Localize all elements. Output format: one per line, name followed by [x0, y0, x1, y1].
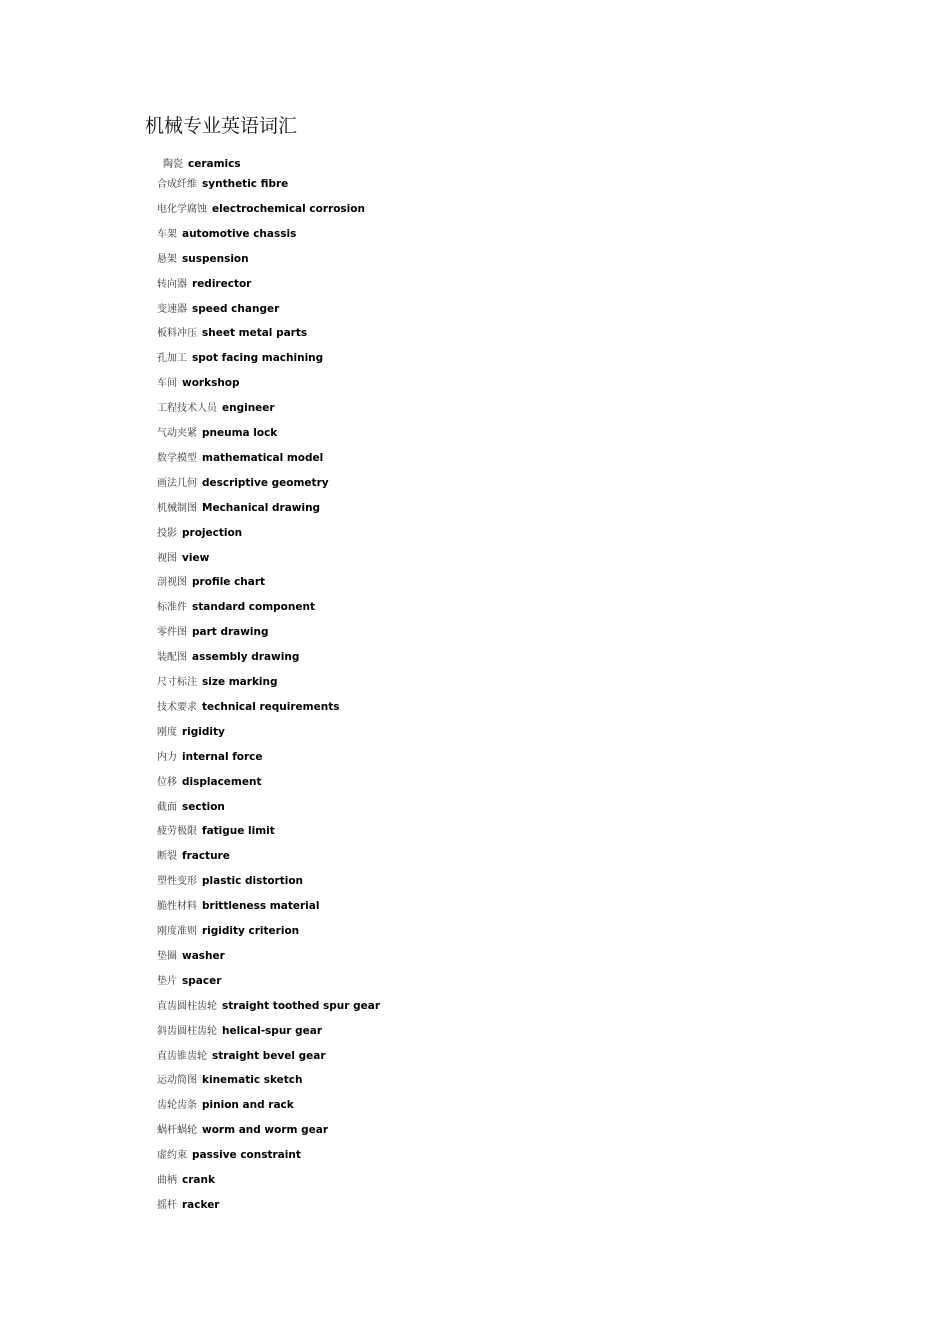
glossary-entry: [157, 771, 261, 789]
glossary-entry: [157, 820, 275, 838]
term-english: electrochemical corrosion: [212, 202, 365, 215]
term-english: synthetic fibre: [202, 178, 289, 190]
glossary-entry: [157, 372, 240, 390]
term-english: profile chart: [192, 576, 266, 589]
term-english: mathematical model: [202, 451, 324, 464]
term-english: helical-spur gear: [222, 1024, 323, 1037]
glossary-entry: [157, 273, 251, 291]
term-english: kinematic sketch: [202, 1074, 303, 1087]
glossary-entry: [157, 248, 249, 266]
term-english: spacer: [182, 974, 222, 987]
glossary-entry: [157, 1069, 303, 1087]
glossary-entry: [157, 497, 320, 515]
glossary-entry: [157, 621, 269, 639]
glossary-entry: [157, 646, 299, 664]
glossary-entry: [157, 721, 225, 739]
glossary-entry: [157, 796, 225, 814]
term-chinese: 孔加工: [157, 353, 187, 365]
glossary-entry: [157, 397, 275, 415]
term-chinese: 疲劳极限: [157, 826, 197, 838]
term-english: racker: [182, 1198, 220, 1211]
term-chinese: 机械制图: [157, 502, 197, 514]
term-chinese: 运动简图: [157, 1075, 197, 1087]
term-english: view: [182, 551, 210, 564]
glossary-entry: [157, 671, 278, 689]
term-english: fracture: [182, 850, 230, 863]
glossary-entry: [157, 347, 323, 365]
term-english: plastic distortion: [202, 875, 304, 888]
glossary-entry: [163, 153, 241, 171]
term-english: passive constraint: [192, 1149, 301, 1162]
term-english: redirector: [192, 277, 252, 290]
term-chinese: 虚约束: [157, 1150, 187, 1162]
term-english: ceramics: [188, 158, 241, 170]
glossary-entry: [157, 596, 315, 614]
term-english: displacement: [182, 775, 262, 788]
term-chinese: 气动夹紧: [157, 428, 197, 439]
term-english: automotive chassis: [182, 227, 297, 240]
glossary-entry: [157, 547, 209, 565]
term-english: workshop: [182, 377, 240, 390]
glossary-entry: [157, 895, 319, 913]
glossary-entry: [157, 223, 296, 241]
term-chinese: 位移: [157, 776, 177, 788]
glossary-entry: [157, 1020, 322, 1038]
term-chinese: 电化学腐蚀: [157, 203, 207, 215]
term-english: assembly drawing: [192, 651, 300, 664]
term-chinese: 塑性变形: [157, 876, 197, 888]
glossary-entry: [157, 845, 230, 863]
term-chinese: 板料冲压: [157, 328, 197, 340]
term-chinese: 脆性材料: [157, 901, 197, 913]
term-english: suspension: [182, 252, 249, 265]
glossary-entry: [157, 298, 279, 316]
term-chinese: 截面: [157, 801, 177, 813]
term-english: descriptive geometry: [202, 476, 329, 489]
term-chinese: 直齿圆柱齿轮: [157, 1000, 217, 1012]
glossary-entry: [157, 870, 303, 888]
term-chinese: 曲柄: [157, 1175, 177, 1186]
term-chinese: 垫圈: [157, 950, 177, 962]
term-english: pinion and rack: [202, 1099, 294, 1112]
term-chinese: 悬架: [157, 253, 177, 265]
term-english: straight toothed spur gear: [222, 999, 381, 1012]
glossary-entry: [157, 173, 288, 191]
glossary-entry: [157, 1045, 326, 1063]
glossary-entry: [157, 447, 323, 465]
glossary-entry: [157, 1119, 328, 1137]
glossary-entry: [157, 1144, 301, 1162]
term-english: worm and worm gear: [202, 1124, 329, 1137]
term-chinese: 标准件: [157, 602, 187, 614]
term-chinese: 技术要求: [157, 701, 197, 713]
glossary-entry: [157, 920, 299, 938]
term-chinese: 零件图: [157, 627, 187, 639]
term-english: sheet metal parts: [202, 327, 308, 340]
term-chinese: 斜齿圆柱齿轮: [157, 1025, 217, 1037]
term-chinese: 装配图: [157, 652, 187, 664]
term-chinese: 陶瓷: [163, 159, 183, 170]
term-english: rigidity criterion: [202, 925, 300, 937]
glossary-entry: [157, 746, 263, 764]
term-english: standard component: [192, 601, 315, 614]
glossary-entry: [157, 970, 221, 988]
term-english: speed changer: [192, 302, 280, 315]
term-english: washer: [182, 949, 225, 962]
term-english: internal force: [182, 750, 263, 763]
term-chinese: 剖视图: [157, 577, 187, 589]
term-english: rigidity: [182, 725, 225, 738]
glossary-entry: [157, 422, 277, 440]
term-chinese: 垫片: [157, 975, 177, 987]
term-chinese: 齿轮齿条: [157, 1100, 197, 1112]
glossary-entry: [157, 945, 225, 963]
term-english: engineer: [222, 402, 275, 415]
page-title: 机械专业英语词汇: [145, 115, 298, 137]
term-chinese: 变速器: [157, 303, 187, 315]
term-chinese: 刚度: [157, 726, 177, 738]
glossary-entry: [157, 1194, 220, 1212]
term-english: size marking: [202, 676, 278, 688]
term-english: crank: [182, 1174, 215, 1186]
term-chinese: 合成纤维: [157, 179, 197, 190]
term-chinese: 画法几何: [157, 477, 197, 489]
term-chinese: 内力: [157, 751, 177, 763]
term-english: brittleness material: [202, 900, 320, 913]
term-chinese: 刚度准则: [157, 926, 197, 937]
glossary-entry: [157, 472, 329, 490]
term-chinese: 直齿锥齿轮: [157, 1050, 207, 1062]
term-english: Mechanical drawing: [202, 501, 321, 514]
term-chinese: 车间: [157, 378, 177, 390]
term-chinese: 尺寸标注: [157, 677, 197, 688]
glossary-entry: [157, 995, 380, 1013]
glossary-entry: [157, 522, 242, 540]
term-chinese: 工程技术人员: [157, 403, 217, 415]
term-chinese: 蜗杆蜗轮: [157, 1125, 197, 1137]
term-chinese: 视图: [157, 552, 177, 564]
term-english: spot facing machining: [192, 352, 324, 365]
term-english: part drawing: [192, 626, 269, 639]
glossary-entry: [157, 1094, 294, 1112]
glossary-entry: [157, 696, 339, 714]
term-english: straight bevel gear: [212, 1049, 326, 1062]
term-english: technical requirements: [202, 700, 340, 713]
term-english: fatigue limit: [202, 825, 275, 838]
term-chinese: 投影: [157, 527, 177, 539]
glossary-entry: [157, 571, 265, 589]
glossary-entry: [157, 1169, 215, 1187]
term-chinese: 摇杆: [157, 1199, 177, 1211]
term-english: section: [182, 800, 225, 813]
glossary-entry: [157, 322, 307, 340]
term-chinese: 车架: [157, 228, 177, 240]
term-english: projection: [182, 526, 243, 539]
term-chinese: 数学模型: [157, 452, 197, 464]
term-chinese: 断裂: [157, 851, 177, 863]
term-chinese: 转向器: [157, 278, 187, 290]
glossary-entry: [157, 198, 365, 216]
term-english: pneuma lock: [202, 427, 278, 439]
